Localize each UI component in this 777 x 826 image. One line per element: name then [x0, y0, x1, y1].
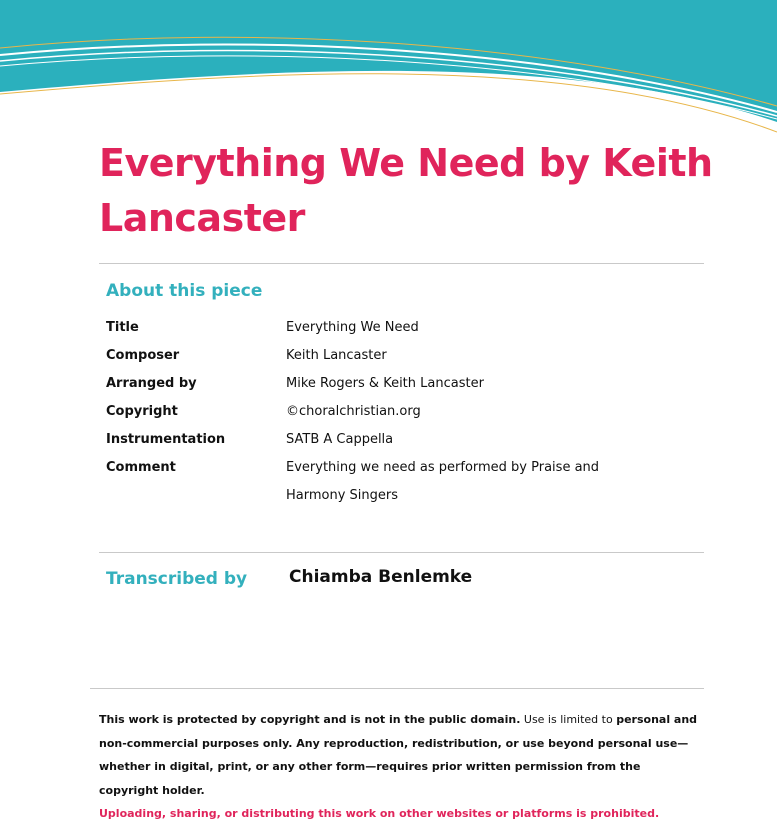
divider [90, 688, 704, 689]
copyright-notice [99, 708, 699, 826]
metadata-label: Title [106, 320, 139, 335]
divider [99, 263, 704, 264]
metadata-value: Keith Lancaster [286, 348, 387, 363]
metadata-label: Composer [106, 348, 180, 363]
metadata-label: Instrumentation [106, 432, 226, 447]
metadata-value: SATB A Cappella [286, 432, 394, 447]
metadata-value: Everything We Need [286, 320, 419, 335]
metadata-row-comment [106, 454, 666, 510]
metadata-row-composer [106, 342, 666, 370]
about-heading: About this piece [106, 281, 263, 301]
metadata-row-copyright [106, 398, 666, 426]
copyright-limited-text: Use is limited to [520, 713, 617, 726]
metadata-label: Arranged by [106, 376, 197, 391]
metadata-label: Copyright [106, 404, 178, 419]
metadata-value: Everything we need as performed by Praise and Harmony Singers [286, 460, 600, 503]
metadata-value: ©choralchristian.org [286, 404, 421, 419]
copyright-terms-text: personal and non-commercial purposes only. Any reproduction, redistribution, or use beyond personal use—whether in digital, print, or any other form—requires prior written permission from the copyright holder. [99, 713, 698, 797]
metadata-row-arranger [106, 370, 666, 398]
metadata-row-instrumentation [106, 426, 666, 454]
copyright-protected-text: This work is protected by copyright and is not in the public domain. [99, 713, 521, 726]
page-title: Everything We Need by Keith Lancaster [99, 141, 713, 240]
divider [99, 552, 704, 553]
header-wave-banner [0, 0, 777, 140]
distribution-warning: Uploading, sharing, or distributing this work on other websites or platforms is prohibited. [99, 807, 660, 820]
metadata-row-title [106, 314, 666, 342]
transcribed-by-label: Transcribed by [106, 569, 248, 589]
metadata-table [106, 314, 666, 510]
metadata-value: Mike Rogers & Keith Lancaster [286, 376, 484, 391]
metadata-label: Comment [106, 460, 176, 475]
transcriber-name: Chiamba Benlemke [289, 567, 473, 587]
